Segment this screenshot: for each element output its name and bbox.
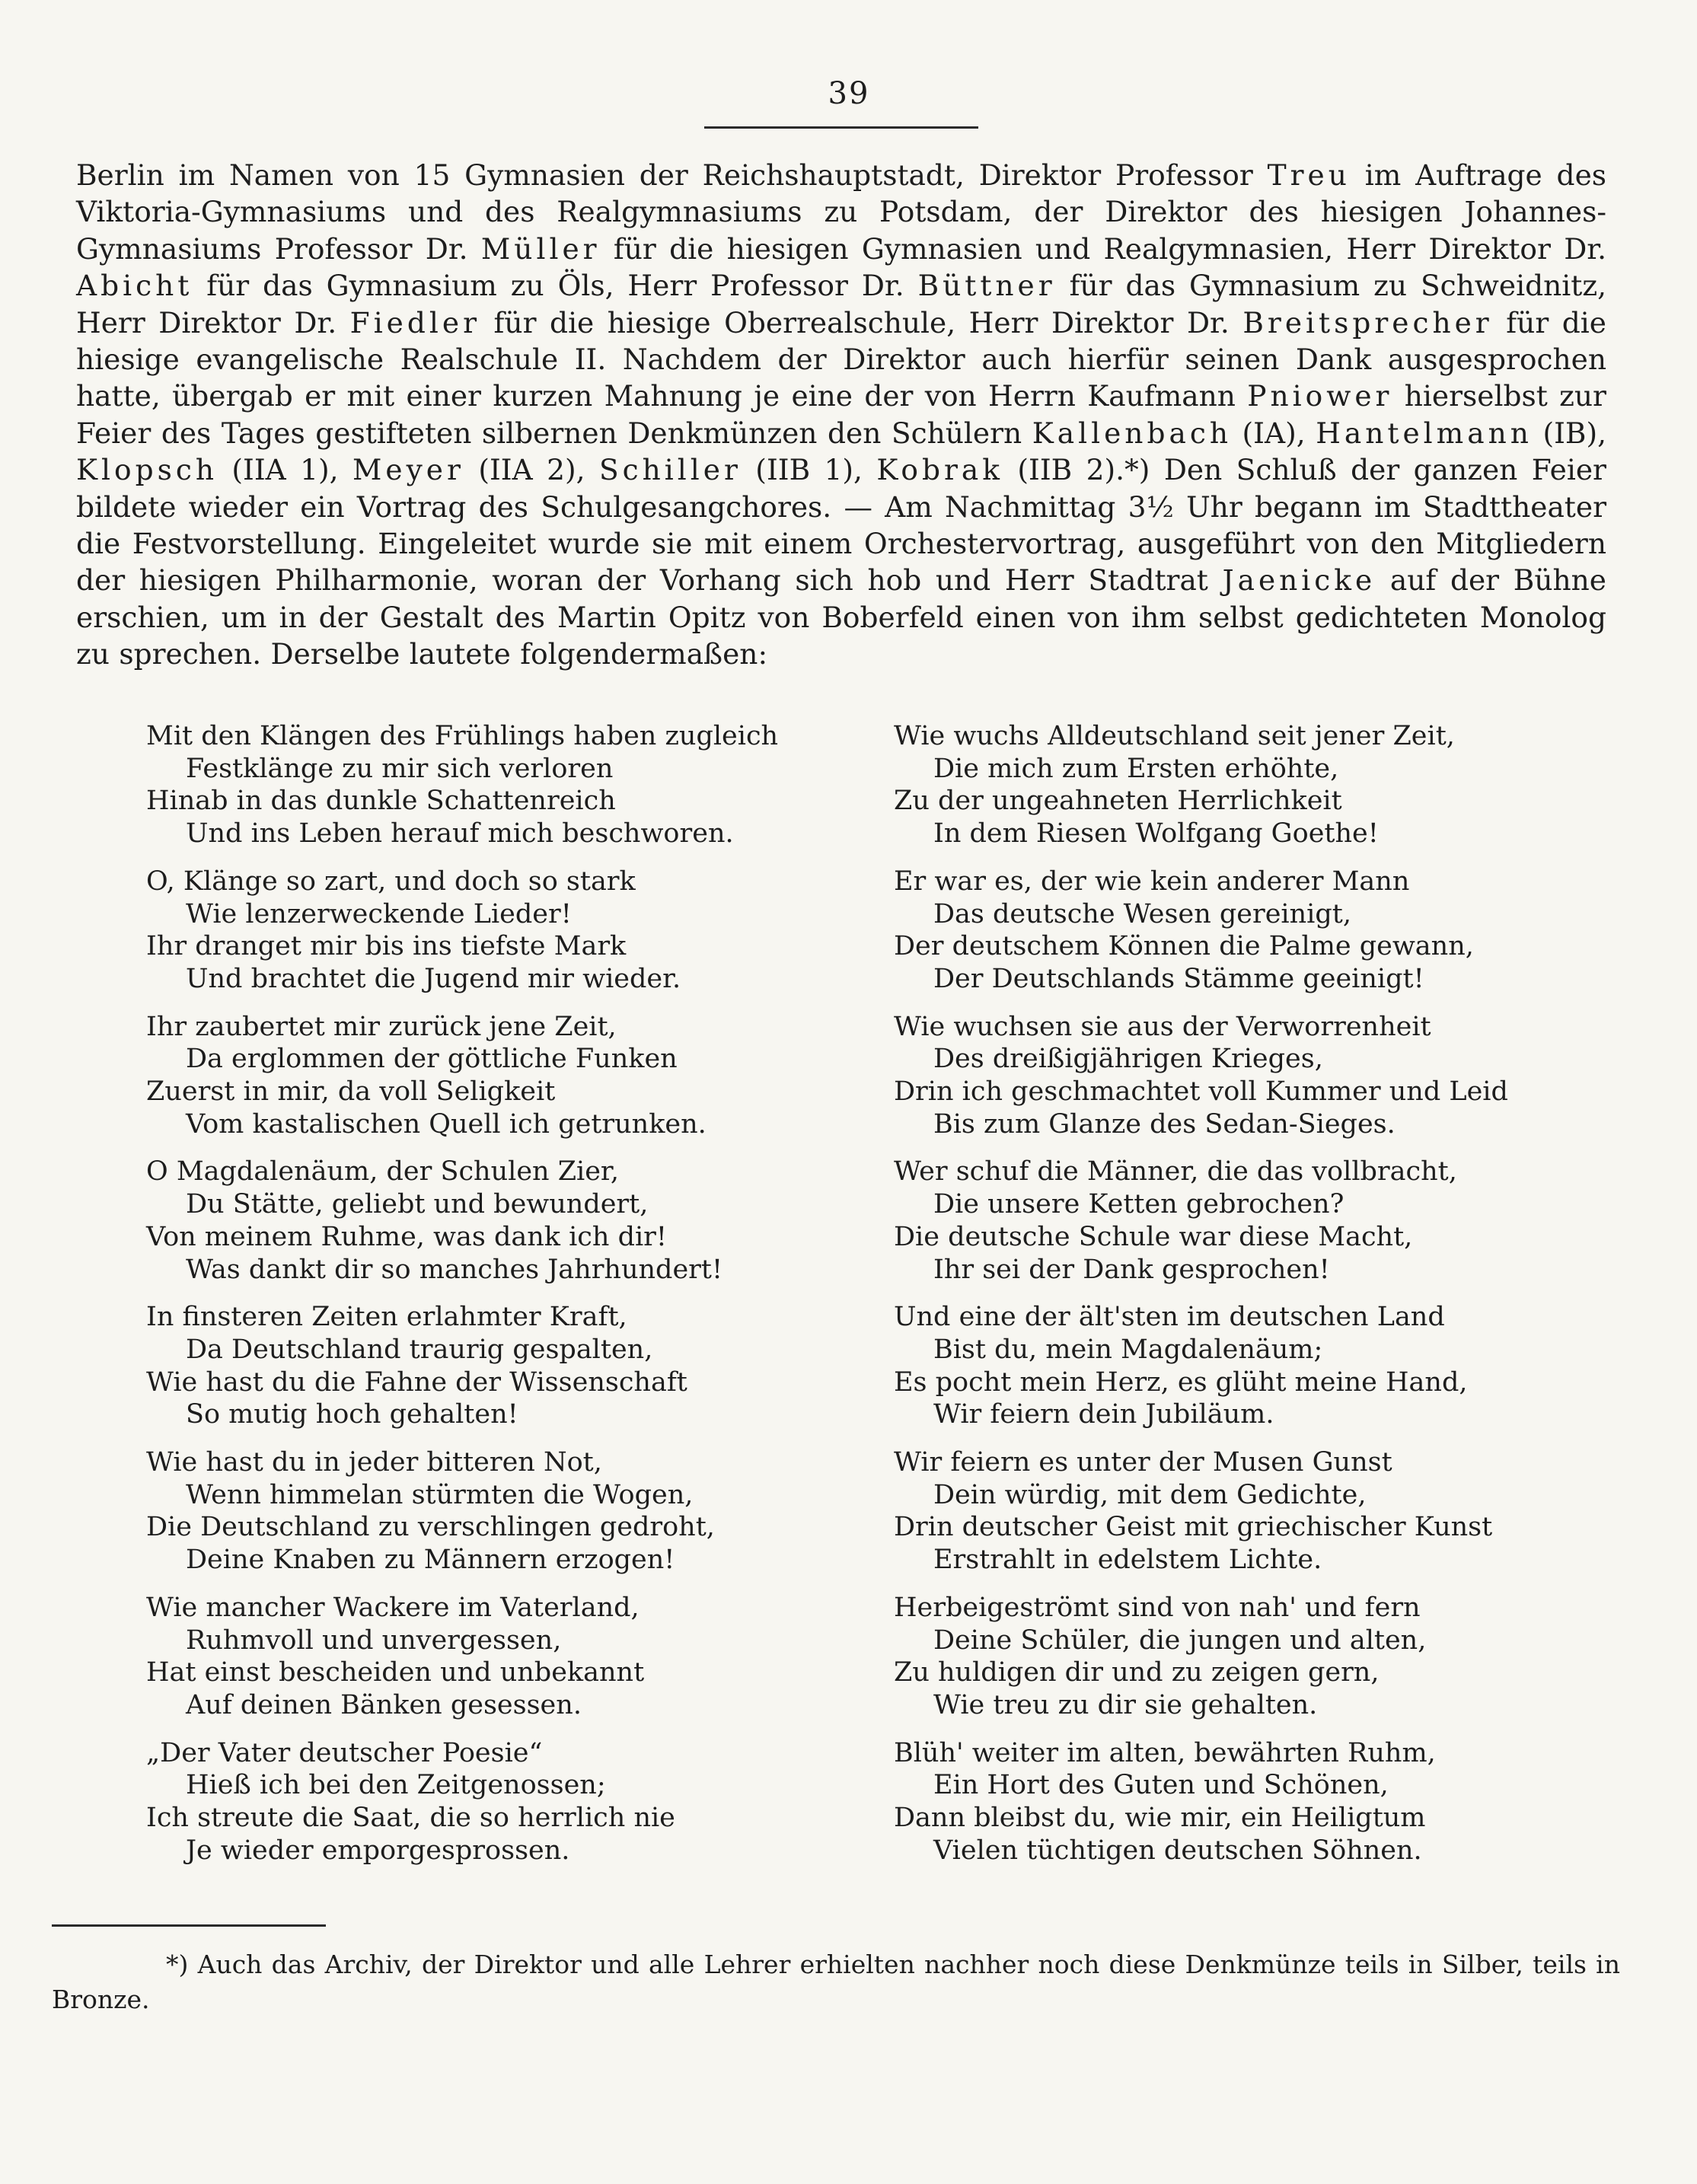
prose-text: auf der Bühne erschien, um in der Gestalt des Martin Opitz von Boberfeld einen von ihm selbst gedichteten Monolog zu sprechen. Derselbe lautete folgendermaßen: <box>76 563 1606 671</box>
verse-line: Und ins Leben herauf mich beschworen. <box>186 818 734 850</box>
prose-text: für das Gymnasium zu Öls, Herr Professor Dr. <box>193 269 918 303</box>
verse-line: Ihr zaubertet mir zurück jene Zeit, <box>146 1011 617 1042</box>
prose-text: für das Gymnasium zu Schweidnitz, Herr Direktor Dr. <box>76 269 1606 340</box>
prose-paragraph <box>76 157 1606 673</box>
prose-text: (IA), <box>1231 416 1316 450</box>
spaced-name: Kallenbach <box>1032 416 1232 450</box>
stanza <box>146 1011 900 1141</box>
verse-line: Da Deutschland traurig gespalten, <box>186 1334 653 1365</box>
prose-text: (IB), <box>1532 416 1606 450</box>
spaced-name: Abicht <box>76 269 193 303</box>
verse-line: Hinab in das dunkle Schattenreich <box>146 786 616 817</box>
spaced-name: Meyer <box>352 453 464 487</box>
verse-line: Wie mancher Wackere im Vaterland, <box>146 1592 640 1623</box>
verse-line: Ich streute die Saat, die so herrlich nie <box>146 1803 675 1834</box>
verse-line: Dein würdig, mit dem Gedichte, <box>933 1479 1367 1510</box>
verse-line: Zuerst in mir, da voll Seligkeit <box>146 1076 556 1108</box>
verse-line: Der Deutschlands Stämme geeinigt! <box>933 963 1424 994</box>
stanza <box>894 720 1625 850</box>
verse-line: Du Stätte, geliebt und bewundert, <box>186 1189 649 1220</box>
verse-line: Des dreißigjährigen Krieges, <box>933 1044 1323 1075</box>
verse-line: Wenn himmelan stürmten die Wogen, <box>186 1479 694 1510</box>
stanza <box>146 1592 900 1722</box>
verse-line: Wie wuchsen sie aus der Verworrenheit <box>894 1011 1431 1042</box>
verse-line: Bist du, mein Magdalenäum; <box>933 1334 1323 1365</box>
stanza <box>146 720 900 850</box>
verse-line: Auf deinen Bänken gesessen. <box>186 1689 582 1720</box>
verse-line: Wie hast du die Fahne der Wissenschaft <box>146 1366 687 1398</box>
verse-line: Deine Knaben zu Männern erzogen! <box>186 1545 675 1576</box>
verse-line: Und brachtet die Jugend mir wieder. <box>186 963 681 994</box>
verse-line: „Der Vater deutscher Poesie“ <box>146 1737 543 1768</box>
spaced-name: Fiedler <box>349 305 480 340</box>
poem-column-right <box>894 720 1625 1883</box>
stanza <box>894 1011 1625 1141</box>
stanza <box>146 1446 900 1577</box>
stanza <box>894 866 1625 996</box>
verse-line: Erstrahlt in edelstem Lichte. <box>933 1545 1322 1576</box>
verse-line: Wie lenzerweckende Lieder! <box>186 898 572 929</box>
prose-text: (IIB 1), <box>741 453 877 487</box>
stanza <box>894 1737 1625 1867</box>
stanza <box>146 866 900 996</box>
spaced-name: Klopsch <box>76 453 218 487</box>
verse-line: Ihr dranget mir bis ins tiefste Mark <box>146 931 627 962</box>
prose-text: für die hiesige Oberrealschule, Herr Direktor Dr. <box>480 305 1243 340</box>
verse-line: Ruhmvoll und unvergessen, <box>186 1624 562 1656</box>
verse-line: Festklänge zu mir sich verloren <box>186 753 614 784</box>
stanza <box>894 1301 1625 1431</box>
verse-line: Herbeigeströmt sind von nah' und fern <box>894 1592 1421 1623</box>
verse-line: Hieß ich bei den Zeitgenossen; <box>186 1770 606 1801</box>
verse-line: Und eine der ält'sten im deutschen Land <box>894 1302 1445 1333</box>
verse-line: Was dankt dir so manches Jahrhundert! <box>186 1254 723 1285</box>
spaced-name: Breitsprecher <box>1242 305 1493 340</box>
prose-text: (IIA 2), <box>464 453 599 487</box>
verse-line: So mutig hoch gehalten! <box>186 1399 518 1430</box>
verse-line: Er war es, der wie kein anderer Mann <box>894 866 1410 897</box>
stanza <box>894 1156 1625 1286</box>
prose-text: hierselbst zur Feier des Tages gestifteten silbernen Denkmünzen den Schülern <box>76 379 1606 450</box>
spaced-name: Treu <box>1267 158 1351 192</box>
verse-line: Die deutsche Schule war diese Macht, <box>894 1221 1413 1252</box>
verse-line: Drin deutscher Geist mit griechischer Kunst <box>894 1512 1493 1543</box>
stanza <box>146 1737 900 1867</box>
prose-text: für die hiesigen Gymnasien und Realgymnasien, Herr Direktor Dr. <box>600 231 1606 266</box>
verse-line: Zu der ungeahneten Herrlichkeit <box>894 786 1342 817</box>
verse-line: Dann bleibst du, wie mir, ein Heiligtum <box>894 1803 1426 1834</box>
verse-line: Die Deutschland zu verschlingen gedroht, <box>146 1512 715 1543</box>
page-number: 39 <box>828 76 870 111</box>
verse-line: In dem Riesen Wolfgang Goethe! <box>933 818 1379 850</box>
spaced-name: Büttner <box>917 269 1056 303</box>
verse-line: Zu huldigen dir und zu zeigen gern, <box>894 1657 1380 1688</box>
stanza <box>894 1592 1625 1722</box>
verse-line: O, Klänge so zart, und doch so stark <box>146 866 636 897</box>
stanza <box>146 1156 900 1286</box>
verse-line: O Magdalenäum, der Schulen Zier, <box>146 1156 619 1188</box>
verse-line: Wie hast du in jeder bitteren Not, <box>146 1447 602 1478</box>
verse-line: Vielen tüchtigen deutschen Söhnen. <box>933 1835 1422 1866</box>
verse-line: Die mich zum Ersten erhöhte, <box>933 753 1339 784</box>
verse-line: Der deutschem Können die Palme gewann, <box>894 931 1474 962</box>
prose-text: im Auftrage des Viktoria-Gymnasiums und des Realgymnasiums zu Potsdam, der Direktor des hiesigen Johannes-Gymnasiums Professor Dr. <box>76 158 1606 266</box>
prose-text: (IIB 2).*) Den Schluß der ganzen Feier bildete wieder ein Vortrag des Schulgesangchores. — Am Nachmittag 3½ Uhr begann im Stadttheater die Festvorstellung. Eingeleitet wurde sie mit einem Orchestervortrag, ausgeführt von den Mitgliedern der hiesigen Philharmonie, woran der Vorhang sich hob und Herr Stadtrat <box>76 453 1606 598</box>
prose-text: für die hiesige evangelische Realschule II. Nachdem der Direktor auch hierfür seinen Dank ausgesprochen hatte, übergab er mit einer kurzen Mahnung je eine der von Herrn Kaufmann <box>76 305 1606 413</box>
verse-line: Wie treu zu dir sie gehalten. <box>933 1689 1318 1720</box>
verse-line: Wer schuf die Männer, die das vollbracht, <box>894 1156 1457 1188</box>
verse-line: Von meinem Ruhme, was dank ich dir! <box>146 1221 667 1252</box>
spaced-name: Schiller <box>598 453 742 487</box>
footnote: *) Auch das Archiv, der Direktor und alle Lehrer erhielten nachher noch diese Denkmünze teils in Silber, teils in Bronze. <box>52 1950 1620 2014</box>
verse-line: Hat einst bescheiden und unbekannt <box>146 1657 645 1688</box>
verse-line: In finsteren Zeiten erlahmter Kraft, <box>146 1302 627 1333</box>
verse-line: Vom kastalischen Quell ich getrunken. <box>186 1108 707 1140</box>
verse-line: Blüh' weiter im alten, bewährten Ruhm, <box>894 1737 1436 1768</box>
verse-line: Drin ich geschmachtet voll Kummer und Leid <box>894 1076 1508 1108</box>
verse-line: Da erglommen der göttliche Funken <box>186 1044 678 1075</box>
verse-line: Je wieder emporgesprossen. <box>186 1835 570 1866</box>
stanza <box>146 1301 900 1431</box>
spaced-name: Müller <box>480 231 601 266</box>
poem-column-left <box>146 720 900 1883</box>
verse-line: Das deutsche Wesen gereinigt, <box>933 898 1351 929</box>
verse-line: Ihr sei der Dank gesprochen! <box>933 1254 1330 1285</box>
page-number-rule <box>704 126 978 129</box>
spaced-name: Kobrak <box>876 453 1003 487</box>
footnote-rule <box>52 1924 326 1927</box>
verse-line: Deine Schüler, die jungen und alten, <box>933 1624 1427 1656</box>
spaced-name: Hantelmann <box>1316 416 1533 450</box>
verse-line: Wir feiern es unter der Musen Gunst <box>894 1447 1392 1478</box>
spaced-name: Jaenicke <box>1222 563 1376 598</box>
verse-line: Die unsere Ketten gebrochen? <box>933 1189 1345 1220</box>
verse-line: Ein Hort des Guten und Schönen, <box>933 1770 1389 1801</box>
verse-line: Es pocht mein Herz, es glüht meine Hand, <box>894 1366 1468 1398</box>
prose-text: Berlin im Namen von 15 Gymnasien der Reichshauptstadt, Direktor Professor <box>76 158 1268 192</box>
verse-line: Wie wuchs Alldeutschland seit jener Zeit, <box>894 721 1455 751</box>
spaced-name: Pniower <box>1247 379 1393 413</box>
prose-text: (IIA 1), <box>218 453 353 487</box>
verse-line: Mit den Klängen des Frühlings haben zugleich <box>146 721 779 751</box>
stanza <box>894 1446 1625 1577</box>
verse-line: Bis zum Glanze des Sedan-Sieges. <box>933 1108 1396 1140</box>
verse-line: Wir feiern dein Jubiläum. <box>933 1399 1274 1430</box>
